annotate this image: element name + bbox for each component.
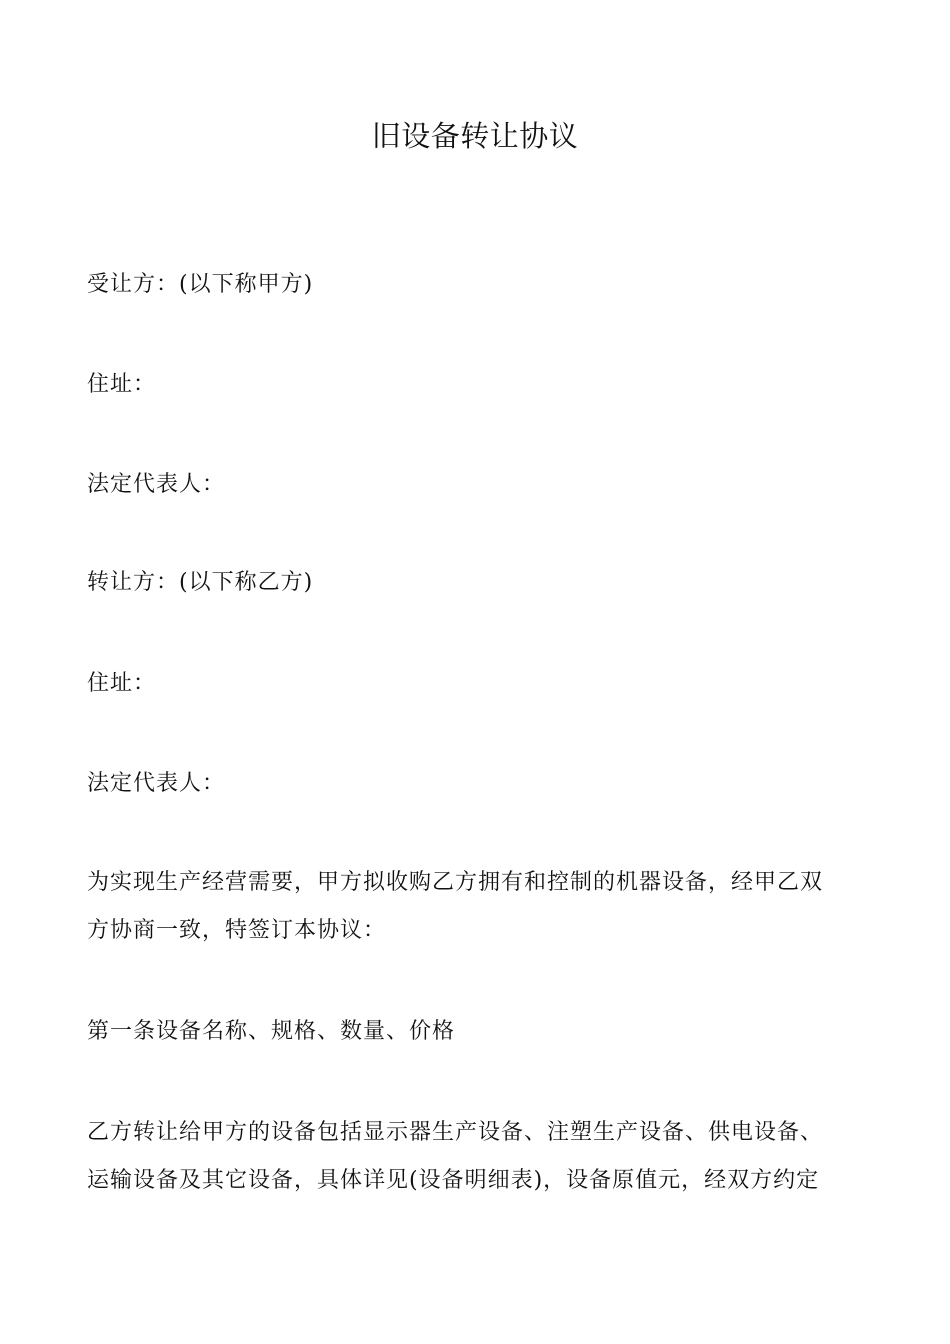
article-1-paragraph — [87, 1109, 867, 1205]
article-1-heading: 第一条设备名称、规格、数量、价格 — [87, 1019, 456, 1044]
party-b-address: 住址： — [87, 671, 157, 696]
party-a-label: 受让方：(以下称甲方) — [87, 272, 314, 297]
party-b-representative: 法定代表人： — [87, 771, 226, 796]
preamble-paragraph — [87, 859, 867, 955]
party-a-representative: 法定代表人： — [87, 472, 226, 497]
article-1-line-2: 运输设备及其它设备，具体详见(设备明细表)，设备原值元，经双方约定 — [87, 1168, 820, 1193]
party-a-address: 住址： — [87, 372, 157, 397]
document-title: 旧设备转让协议 — [371, 119, 579, 153]
article-1-line-1: 乙方转让给甲方的设备包括显示器生产设备、注塑生产设备、供电设备、 — [87, 1120, 824, 1145]
party-b-label: 转让方：(以下称乙方) — [87, 570, 314, 595]
preamble-line-2: 方协商一致，特签订本协议： — [87, 918, 387, 943]
preamble-line-1: 为实现生产经营需要，甲方拟收购乙方拥有和控制的机器设备，经甲乙双 — [87, 870, 824, 895]
